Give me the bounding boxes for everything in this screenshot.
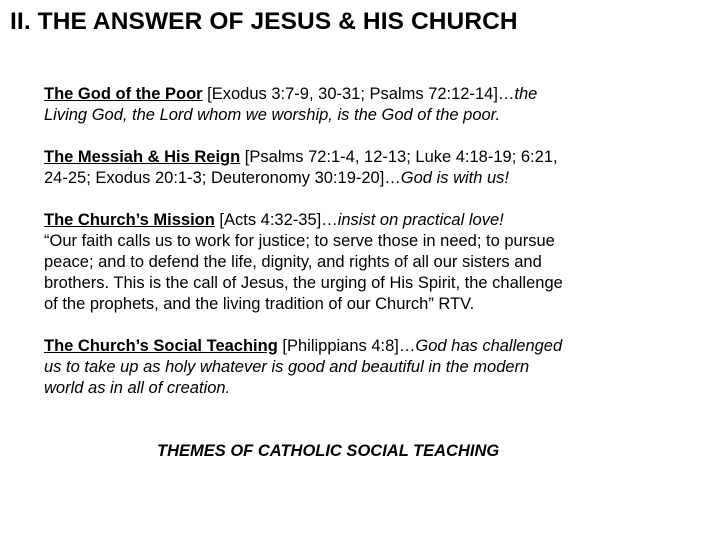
section-heading: The Church’s Social Teaching — [44, 337, 278, 355]
section-line — [44, 147, 708, 168]
section-churchs-social-teaching — [44, 336, 708, 399]
emphasis-text: insist on practical love! — [337, 211, 504, 229]
section-line — [44, 210, 708, 231]
scripture-references: [Exodus 3:7-9, 30-31; Psalms 72:12-14]… — [202, 85, 515, 103]
emphasis-text: Living God, the Lord whom we worship, is the God of the poor. — [44, 106, 501, 124]
scripture-references: [Philippians 4:8]… — [277, 337, 416, 355]
quote-line: of the prophets, and the living tradition of our Church” RTV. — [44, 295, 475, 313]
section-god-of-the-poor — [44, 84, 708, 126]
scripture-references: [Acts 4:32-35]… — [214, 211, 338, 229]
section-line — [44, 168, 708, 189]
emphasis-text: us to take up as holy whatever is good and beautiful in the modern — [44, 358, 530, 376]
section-heading: The Church’s Mission — [44, 211, 215, 229]
emphasis-text: God is with us! — [400, 169, 510, 187]
emphasis-text: God has challenged — [415, 337, 563, 355]
scripture-references: [Psalms 72:1-4, 12-13; Luke 4:18-19; 6:21, — [240, 148, 558, 166]
quote-line: “Our faith calls us to work for justice; to serve those in need; to pursue — [44, 232, 555, 250]
themes-footer: THEMES OF CATHOLIC SOCIAL TEACHING — [157, 442, 500, 460]
section-messiah-and-his-reign — [44, 147, 708, 189]
quote-line: brothers. This is the call of Jesus, the urging of His Spirit, the challenge — [44, 274, 563, 292]
section-line — [44, 336, 708, 357]
emphasis-text: the — [514, 85, 538, 103]
section-line — [44, 84, 708, 105]
emphasis-text: world as in all of creation. — [44, 379, 231, 397]
slide-title: II. THE ANSWER OF JESUS & HIS CHURCH — [10, 8, 518, 35]
slide-body — [44, 84, 708, 399]
section-churchs-mission — [44, 210, 708, 315]
scripture-references: 24-25; Exodus 20:1-3; Deuteronomy 30:19-20]… — [44, 169, 401, 187]
section-heading: The God of the Poor — [44, 85, 203, 103]
quote-line: peace; and to defend the life, dignity, and rights of all our sisters and — [44, 253, 542, 271]
section-heading: The Messiah & His Reign — [44, 148, 241, 166]
